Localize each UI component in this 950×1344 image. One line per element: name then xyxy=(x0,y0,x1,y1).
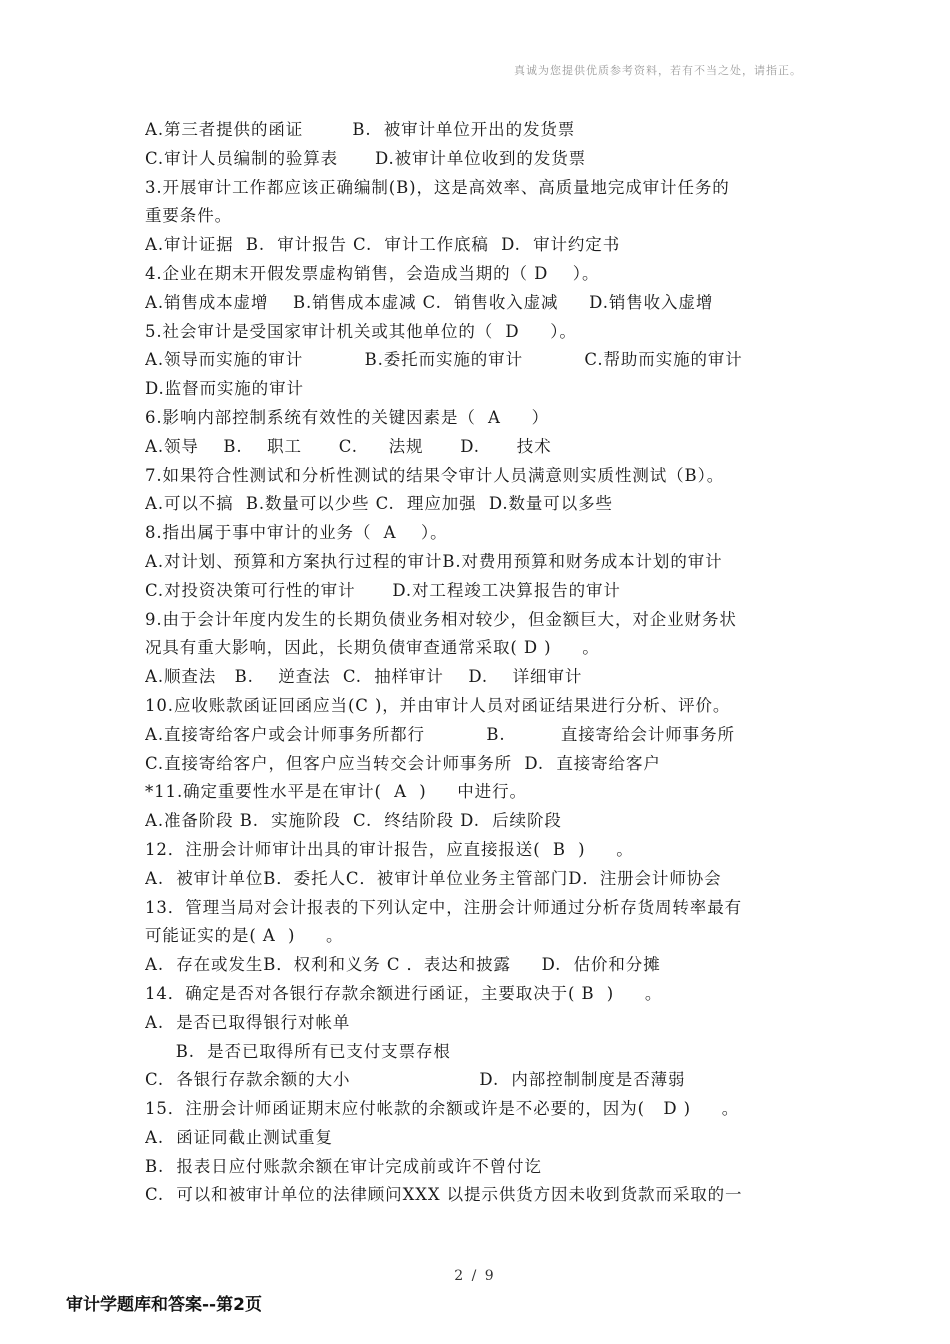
text-line: A. 被审计单位B．委托人C．被审计单位业务主管部门D．注册会计师协会 xyxy=(145,868,722,888)
text-line: A.准备阶段 B. 实施阶段 C. 终结阶段 D. 后续阶段 xyxy=(145,811,562,831)
text-line: A.领导 B. 职工 C. 法规 D. 技术 xyxy=(145,436,552,456)
text-line: A. 函证同截止测试重复 xyxy=(145,1127,333,1147)
text-line: A.销售成本虚增 B.销售成本虚减 C. 销售收入虚减 D.销售收入虚增 xyxy=(145,292,714,312)
text-line: 3.开展审计工作都应该正确编制(B)，这是高效率、高质量地完成审计任务的 xyxy=(145,177,730,197)
text-line: 6.影响内部控制系统有效性的关键因素是（ A ） xyxy=(145,407,549,427)
text-line: 12．注册会计师审计出具的审计报告，应直接报送( B ) 。 xyxy=(145,839,634,859)
text-line: 5.社会审计是受国家审计机关或其他单位的（ D ）。 xyxy=(145,321,577,341)
text-line: D.监督而实施的审计 xyxy=(145,379,304,399)
text-line: 10.应收账款函证回函应当(C )，并由审计人员对函证结果进行分析、评价。 xyxy=(145,695,731,715)
text-line: 可能证实的是( A ) 。 xyxy=(145,926,344,946)
text-line: A.审计证据 B. 审计报告 C. 审计工作底稿 D. 审计约定书 xyxy=(145,235,621,255)
text-line: 9.由于会计年度内发生的长期负债业务相对较少，但金额巨大，对企业财务状 xyxy=(145,609,737,629)
text-line: A.领导而实施的审计 B.委托而实施的审计 C.帮助而实施的审计 xyxy=(145,350,743,370)
header-note: 真诚为您提供优质参考资料，若有不当之处，请指正。 xyxy=(514,64,802,77)
text-line: C. 可以和被审计单位的法律顾问XXX 以提示供货方因未收到货款而采取的一 xyxy=(145,1185,743,1205)
text-line: 4.企业在期末开假发票虚构销售，会造成当期的（ D ）。 xyxy=(145,263,600,283)
text-line: 14．确定是否对各银行存款余额进行函证，主要取决于( B ) 。 xyxy=(145,983,663,1003)
page-number: 2 / 9 xyxy=(454,1268,496,1284)
text-line: A.可以不搞 B.数量可以少些 C. 理应加强 D.数量可以多些 xyxy=(145,494,613,514)
text-line: 15．注册会计师函证期末应付帐款的余额或许是不必要的，因为( D ) 。 xyxy=(145,1099,740,1119)
text-line: B. 报表日应付账款余额在审计完成前或许不曾付讫 xyxy=(145,1156,542,1176)
text-line: 13．管理当局对会计报表的下列认定中，注册会计师通过分析存货周转率最有 xyxy=(145,897,742,917)
text-line: A.直接寄给客户或会计师事务所都行 B. 直接寄给会计师事务所 xyxy=(145,724,735,744)
text-line: 7.如果符合性测试和分析性测试的结果令审计人员满意则实质性测试（B）。 xyxy=(145,465,725,485)
text-line: A.第三者提供的函证 B. 被审计单位开出的发货票 xyxy=(145,120,576,139)
document-body xyxy=(145,116,825,1210)
text-line: B. 是否已取得所有已支付支票存根 xyxy=(145,1041,451,1061)
text-line: 8.指出属于事中审计的业务（ A ）。 xyxy=(145,523,448,543)
text-line: A.对计划、预算和方案执行过程的审计B.对费用预算和财务成本计划的审计 xyxy=(145,551,723,571)
text-line: 重要条件。 xyxy=(145,206,232,226)
text-line: C.对投资决策可行性的审计 D.对工程竣工决算报告的审计 xyxy=(145,580,621,600)
text-line: 况具有重大影响，因此，长期负债审查通常采取( D ) 。 xyxy=(145,638,600,658)
text-line: A. 存在或发生B．权利和义务 C ．表达和披露 D. 估价和分摊 xyxy=(145,955,661,975)
text-line: *11.确定重要性水平是在审计( A ) 中进行。 xyxy=(145,782,527,802)
text-line: C.审计人员编制的验算表 D.被审计单位收到的发货票 xyxy=(145,148,587,168)
footer-title: 审计学题库和答案--第2页 xyxy=(66,1295,262,1315)
text-line: C.直接寄给客户，但客户应当转交会计师事务所 D. 直接寄给客户 xyxy=(145,753,661,773)
text-line: A.顺查法 B. 逆查法 C. 抽样审计 D. 详细审计 xyxy=(145,667,583,687)
text-line: A. 是否已取得银行对帐单 xyxy=(145,1012,351,1032)
text-line: C. 各银行存款余额的大小 D. 内部控制制度是否薄弱 xyxy=(145,1070,686,1090)
